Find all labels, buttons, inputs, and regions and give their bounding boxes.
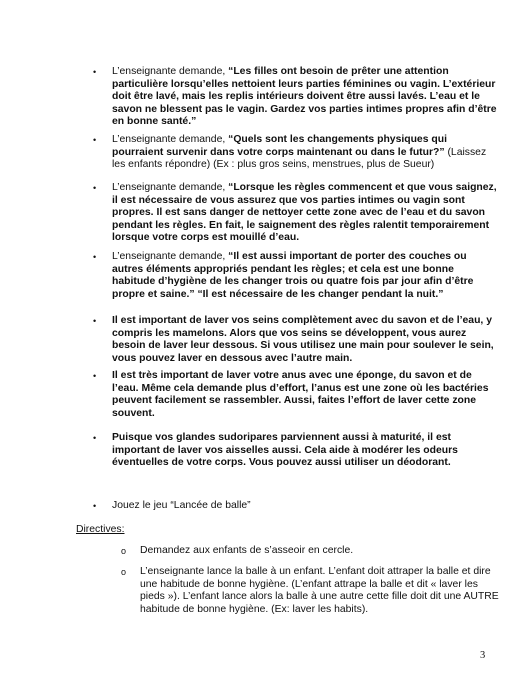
bullet-item <box>112 134 497 172</box>
bullet-bold-text: Il est important de laver vos seins complètement avec du savon et de l’eau, y compris les mamelons. Alors que vos seins se développent, vous aurez besoin de laver leur dessous. Si vous utilisez une main pour soulever le sein, vous pouvez laver en dessous avec l’autre main. <box>112 315 494 364</box>
sub-bullet-marker: o <box>121 567 127 577</box>
sub-bullet-marker: o <box>121 546 127 556</box>
bullet-lead-text: Jouez le jeu “Lancée de balle” <box>112 500 251 511</box>
bullet-marker: • <box>93 371 97 381</box>
bullet-item <box>112 66 497 129</box>
bullet-marker: • <box>93 183 97 193</box>
sub-item: L’enseignante lance la balle à un enfant. L’enfant doit attraper la balle et dire une habitude de bonne hygiène. (L’enfant attrape la balle et dit « laver les pieds »). L’enfant lance alors la balle à une autre cette fille doit dit une AUTRE habitude de bonne hygiène. (Ex: laver les habits). <box>140 566 499 615</box>
bullet-lead-text: L’enseignante demande, <box>112 251 229 262</box>
bullet-bold-text: “Quels sont les changements physiques qui pourraient survenir dans votre corps maintenant ou dans le futur?” <box>112 134 447 158</box>
bullet-bold-text: Puisque vos glandes sudoripares parviennent aussi à maturité, il est important de laver vos aisselles aussi. Cela aide à modérer les odeurs éventuelles de votre corps. Vous pouvez aussi utiliser un déodorant. <box>112 432 458 469</box>
bullet-marker: • <box>93 316 97 326</box>
bullet-item <box>112 251 497 301</box>
bullet-marker: • <box>93 67 97 77</box>
bullet-marker: • <box>93 433 97 443</box>
bullet-lead-text: L’enseignante demande, <box>112 134 229 145</box>
bullet-item <box>112 315 497 365</box>
page-number: 3 <box>480 650 486 661</box>
bullet-item <box>112 432 497 470</box>
bullet-lead-text: L’enseignante demande, <box>112 182 229 193</box>
bullet-marker: • <box>93 501 97 511</box>
sub-item: Demandez aux enfants de s’asseoir en cercle. <box>140 545 354 556</box>
directives-heading: Directives: <box>76 524 125 535</box>
bullet-bold-text: Il est très important de laver votre anus avec une éponge, du savon et de l’eau. Même cela demande plus d’effort, l’anus est une zone où les bactéries peuvent facilement se rassembler. Aussi, faites l’effort de laver cette zone souvent. <box>112 370 489 419</box>
bullet-bold-text: “Il est aussi important de porter des couches ou autres éléments appropriés pendant les règles; et cela est une bonne habitude d’hygiène de les changer trois ou quatre fois par jour afin d’être propre et saine.” “Il est nécessaire de les changer pendant la nuit.” <box>112 251 474 300</box>
bullet-item <box>112 500 497 513</box>
bullet-item <box>112 370 497 420</box>
bullet-lead-text: L’enseignante demande, <box>112 66 229 77</box>
bullet-marker: • <box>93 135 97 145</box>
bullet-bold-text: “Lorsque les règles commencent et que vous saignez, il est nécessaire de vous assurez que vos parties intimes ou vagin sont propres. Il est sans danger de nettoyer cette zone avec de l’eau et du savon pendant les règles. En fait, le saignement des règles ralentit temporairement lorsque votre corps est mouillé d’eau. <box>112 182 497 244</box>
bullet-marker: • <box>93 252 97 262</box>
bullet-item <box>112 182 497 245</box>
bullet-tail-text: (Laissez les enfants répondre) (Ex : plus gros seins, menstrues, plus de Sueur) <box>112 146 487 171</box>
bullet-bold-text: “Les filles ont besoin de prêter une attention particulière lorsqu’elles nettoient leurs parties féminines ou vagin. L’extérieur doit être lavé, mais les replis intérieurs doivent être aussi lavés. L’eau et le savon ne blessent pas le vagin. Gardez vos parties intimes propres afin d’être en bonne santé.” <box>112 66 497 128</box>
